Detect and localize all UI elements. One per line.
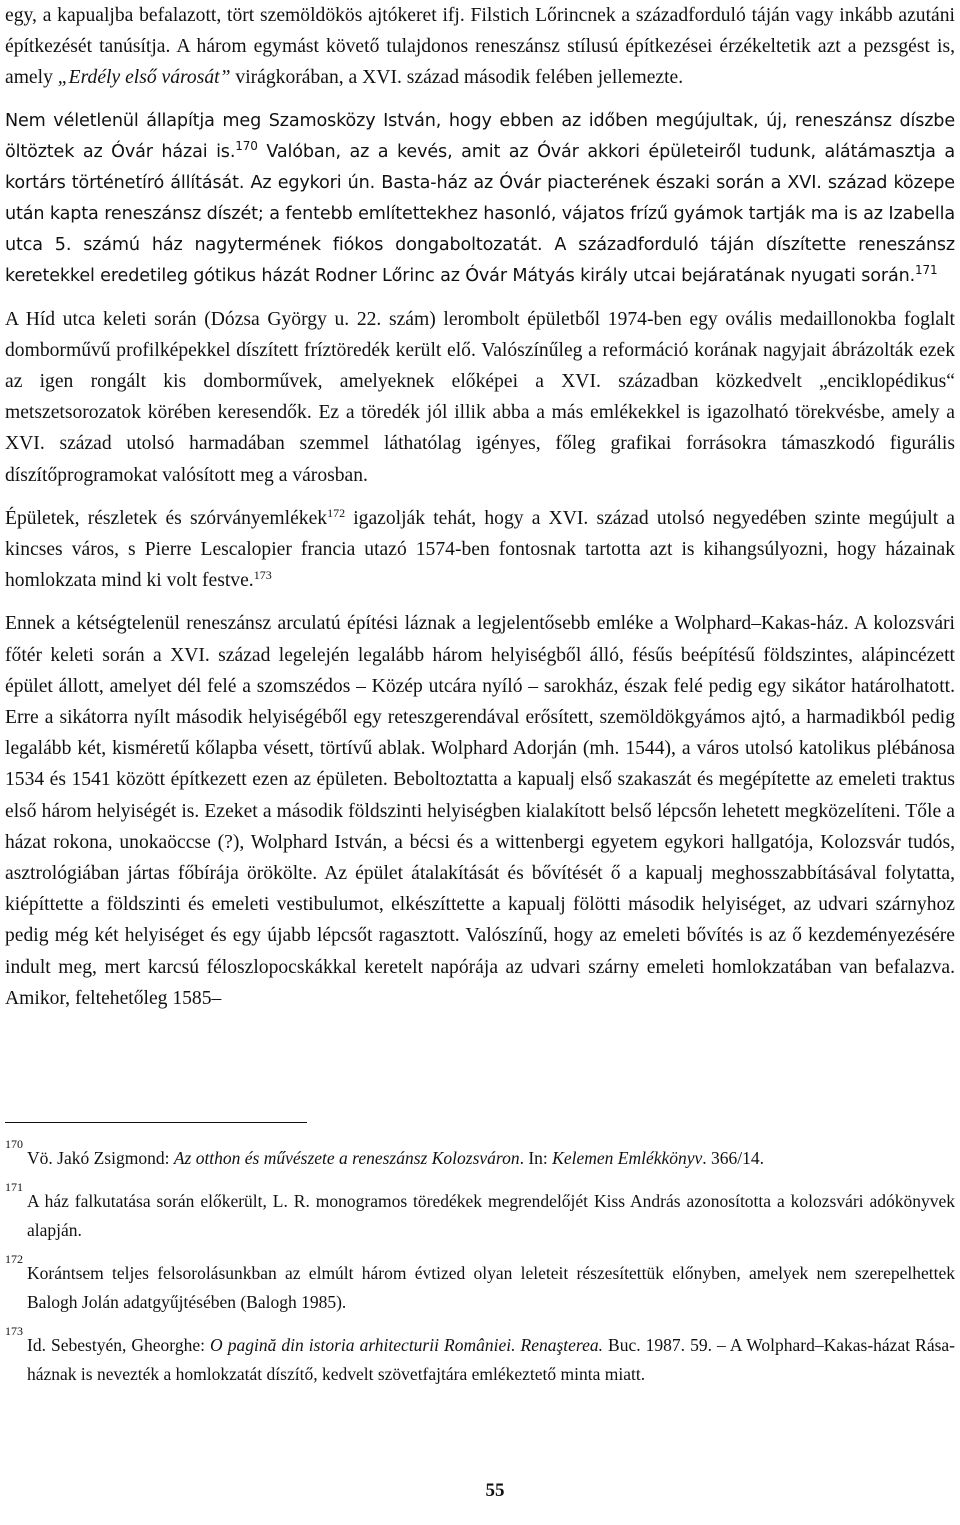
paragraph-1-text-a: egy, a kapualjba befalazott, tört szemöldökös ajtókeret ifj. Filstich Lőrincnek a századforduló táján vagy inkább azutáni építkezését tanúsítja. A három egymást követő tulajdonos reneszánsz stílusú építkezései érzékeltetik azt a pezsgést is, amely [5,5,955,89]
footnote-173 [5,1323,955,1390]
footnote-172 [5,1251,955,1318]
footnote-title: Az otthon és művészete a reneszánsz Kolozsváron [173,1148,520,1168]
footnote-number: 170 [5,1137,23,1151]
footnote-number: 173 [5,1323,23,1338]
footnote-ref-172[interactable]: 172 [327,505,346,520]
footnote-text: Vö. Jakó Zsigmond: [27,1148,174,1168]
footnote-title: Kelemen Emlékkönyv [552,1148,703,1168]
paragraph-1-quote: „Erdély első városát” [57,67,231,89]
paragraph-3: A Híd utca keleti során (Dózsa György u. 22. szám) lerombolt épületből 1974-ben egy ovális medaillonokba foglalt domborművű profilképekkel díszített fríztöredék került elő. Valószínűleg a reformáció korának nagyjait ábrázolták ezek az igen rongált kis domborművek, amelyeknek előképei a XVI. században közkedvelt „enciklopédikus“ metszetsorozatok körében keresendők. Ez a töredék jól illik abba a más emlékekkel is igazolható törekvésbe, amely a XVI. század utolsó harmadában szemmel láthatólag igényes, főleg grafikai forrásokra támaszkodó figurális díszítőprogramokat valósított meg a városban. [5,308,955,486]
paragraph-1 [5,0,955,94]
paragraph-4-text-a: Épületek, részletek és szórványemlékek [5,507,328,529]
main-text [5,0,955,1014]
footnote-171 [5,1179,955,1246]
page-number: 55 [485,1480,505,1501]
paragraph-4-text-b: igazolják tehát, hogy a XVI. század utolsó negyedében szinte megújult a kincses város, s Pierre Lescalopier francia utazó 1574-ben fontosnak tartotta azt is kihangsúlyozni, hogy házainak homlokzata mind ki volt festve. [5,507,955,592]
paragraph-1-text-b: virágkorában, a XVI. század második felében jellemezte. [230,67,684,89]
footnote-text: Buc. 1987. 59. – A Wolphard–Kakas-házat Rása-háznak is nevezték a homlokzatát díszítő, kedvelt szövetfajtára emlékeztető minta miatt. [27,1334,955,1384]
paragraph-2-text-a: Nem véletlenül állapítja meg Szamosközy István, hogy ebben az időben megújultak, új, reneszánsz díszbe öltöztek az Óvár házai is. [5,110,955,162]
footnote-text: Korántsem teljes felsorolásunkban az elmúlt három évtized olyan leleteit részesítettük előnyben, amelyek nem szerepelhettek Balogh Jolán adatgyűjtésében (Balogh 1985). [27,1262,955,1312]
footnote-number: 171 [5,1179,23,1194]
footnote-title: O pagină din istoria arhitecturii României. Renaşterea. [210,1334,603,1355]
paragraph-2-text-b: Valóban, az a kevés, amit az Óvár akkori épületeiről tudunk, alátámasztja a kortárs történetíró állítását. Az egykori ún. Basta-ház az Óvár piacterének északi során a XVI. század közepe után kapta reneszánsz díszét; a fentebb említettekhez hasonló, vájatos frízű gyámok tartják ma is az Izabella utca 5. számú ház nagytermének fiókos dongaboltozatát. A századforduló táján díszítette reneszánsz keretekkel eredetileg gótikus házát Rodner Lőrinc az Óvár Mátyás király utcai bejáratának nyugati során. [5,141,955,286]
footnote-ref-171[interactable]: 171 [915,262,938,277]
footnotes [5,1137,955,1390]
footnote-ref-170[interactable]: 170 [235,138,258,153]
footnote-number: 172 [5,1251,23,1266]
footnote-text: A ház falkutatása során előkerült, L. R. monogramos töredékek megrendelőjét Kiss András azonosította a kolozsvári adókönyvek alapján. [27,1190,955,1240]
footnote-text: . 366/14. [702,1148,765,1168]
footnote-ref-173[interactable]: 173 [253,568,272,583]
paragraph-5: Ennek a kétségtelenül reneszánsz arculatú építési láznak a legjelentősebb emléke a Wolphard–Kakas-ház. A kolozsvári főtér keleti során a XVI. század legelején legalább három helyiségből álló, fésűs beépítésű földszintes, alápincézett épület állott, amelyet dél felé a szomszédos – Közép utcára nyíló – sarokház, észak felé pedig egy sikátor határolhatott. Erre a sikátorra nyílt második helyiségéből egy reteszgerendával erősített, szemöldökgyámos ajtó, a harmadikból pedig legalább két, kisméretű kőlapba vésett, törtívű ablak. Wolphard Adorján (mh. 1544), a város utolsó katolikus plébánosa 1534 és 1541 között építkezett ezen az épületen. Beboltoztatta a kapualj első szakaszát és megépítette az emeleti traktus első három helyiségét is. Ezeket a második földszinti helyiségben kialakított belső lépcsőn lehetett megközelíteni. Tőle a házat rokona, unokaöccse (?), Wolphard István, a bécsi és a wittenbergi egyetem egykori hallgatója, Kolozsvár tudós, asztrológiában jártas főbírája örökölte. Az épület átalakítását és bővítését ő a kapualj meghosszabbításával folytatta, kiépíttette a földszinti és emeleti vestibulumot, elkészíttette a kapualj fölötti második helyiséget, az udvari szárnyhoz pedig még két helyiséget és egy újabb lépcsőt ragasztott. Valószínű, hogy az emeleti bővítés is az ő kezdeményezésére indult meg, mert karcsú féloszlopocskákkal keretelt napórája az udvari szárny emeleti homlokzatában van befalazva. Amikor, feltehetőleg 1585– [5,613,955,1009]
footnote-text: . In: [519,1148,553,1168]
paragraph-2 [5,106,955,292]
footnote-170 [5,1137,955,1174]
footnote-divider [5,1122,307,1123]
paragraph-4 [5,503,955,597]
footnote-text: Id. Sebestyén, Gheorghe: [27,1334,211,1355]
